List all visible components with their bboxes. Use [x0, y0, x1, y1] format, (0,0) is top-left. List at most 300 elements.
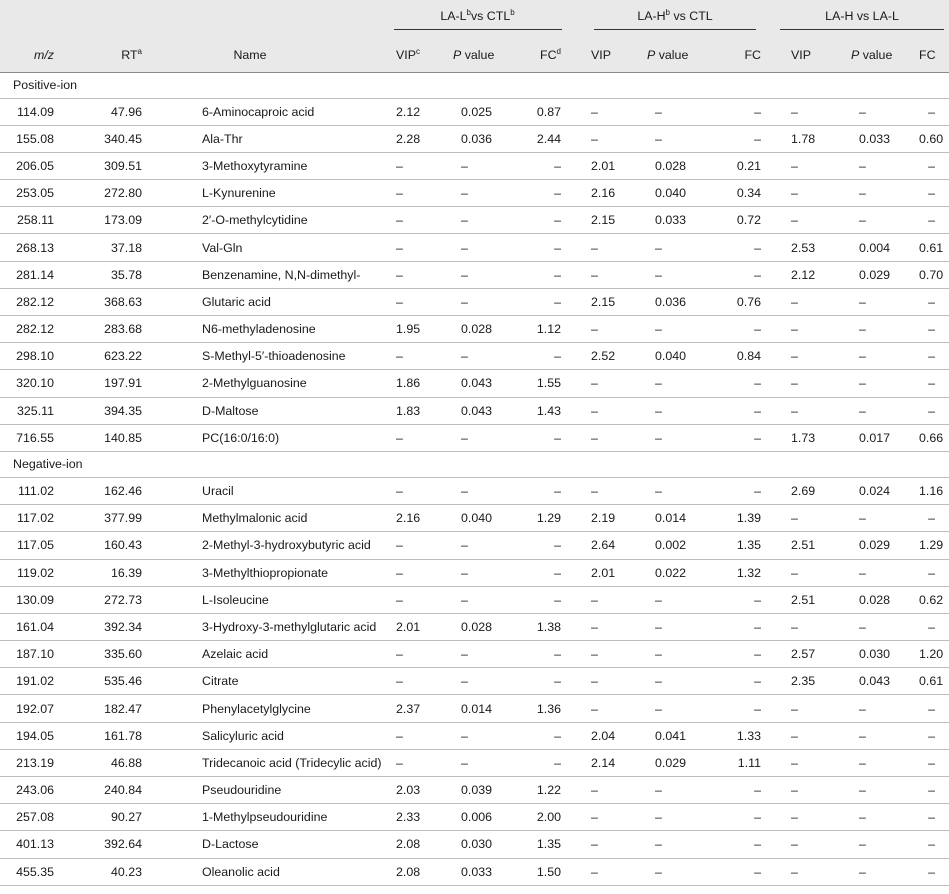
cell-name: Oleanolic acid — [150, 858, 380, 885]
cell-mz: 194.05 — [0, 722, 66, 749]
cell-name: PC(16:0/16:0) — [150, 424, 380, 451]
cell-fc: 0.66 — [919, 424, 949, 451]
cell-vip: – — [775, 288, 839, 315]
col-mz: m/z — [0, 38, 66, 72]
cell-p-value: – — [839, 180, 919, 207]
table-row — [0, 424, 949, 451]
cell-mz: 282.12 — [0, 288, 66, 315]
cell-name: Citrate — [150, 668, 380, 695]
cell-fc: – — [919, 370, 949, 397]
cell-name: 1-Methylpseudouridine — [150, 804, 380, 831]
cell-fc: 1.22 — [517, 777, 575, 804]
cell-p-value: – — [441, 641, 517, 668]
cell-fc: 1.36 — [517, 695, 575, 722]
cell-name: 3-Hydroxy-3-methylglutaric acid — [150, 613, 380, 640]
cell-fc: – — [517, 288, 575, 315]
cell-fc: – — [517, 343, 575, 370]
cell-mz: 281.14 — [0, 261, 66, 288]
col-vip-3: VIP — [775, 38, 839, 72]
cell-vip: – — [380, 641, 441, 668]
cell-vip: – — [575, 370, 635, 397]
group-header-la-h-vs-la-l: LA-H vs LA-L — [775, 0, 949, 38]
cell-fc: – — [713, 858, 775, 885]
cell-p-value: 0.004 — [839, 234, 919, 261]
cell-vip: – — [380, 234, 441, 261]
cell-vip: – — [575, 397, 635, 424]
cell-name: Methylmalonic acid — [150, 505, 380, 532]
cell-p-value: 0.043 — [441, 397, 517, 424]
cell-p-value: – — [635, 804, 713, 831]
cell-p-value: – — [839, 695, 919, 722]
cell-p-value: – — [635, 261, 713, 288]
cell-fc: 1.16 — [919, 477, 949, 504]
cell-p-value: 0.036 — [635, 288, 713, 315]
cell-mz: 716.55 — [0, 424, 66, 451]
cell-fc: – — [713, 125, 775, 152]
cell-mz: 257.08 — [0, 804, 66, 831]
cell-fc: 0.61 — [919, 234, 949, 261]
cell-p-value: – — [839, 559, 919, 586]
cell-name: Val-Gln — [150, 234, 380, 261]
cell-fc: – — [517, 722, 575, 749]
cell-fc: 1.39 — [713, 505, 775, 532]
cell-p-value: – — [635, 234, 713, 261]
cell-rt: 392.34 — [66, 613, 150, 640]
cell-name: 2-Methyl-3-hydroxybutyric acid — [150, 532, 380, 559]
cell-fc: 1.12 — [517, 316, 575, 343]
section-header-row — [0, 72, 949, 98]
cell-name: 2′-O-methylcytidine — [150, 207, 380, 234]
cell-vip: – — [575, 125, 635, 152]
cell-fc: – — [919, 749, 949, 776]
cell-vip: – — [775, 316, 839, 343]
cell-p-value: – — [441, 586, 517, 613]
cell-p-value: – — [839, 804, 919, 831]
cell-fc: – — [713, 397, 775, 424]
cell-fc: – — [919, 722, 949, 749]
cell-name: 6-Aminocaproic acid — [150, 98, 380, 125]
cell-fc: – — [919, 858, 949, 885]
cell-fc: 0.70 — [919, 261, 949, 288]
cell-p-value: – — [839, 613, 919, 640]
cell-fc: – — [713, 831, 775, 858]
cell-p-value: 0.002 — [635, 532, 713, 559]
table-row — [0, 234, 949, 261]
cell-mz: 320.10 — [0, 370, 66, 397]
cell-p-value: 0.006 — [441, 804, 517, 831]
cell-mz: 325.11 — [0, 397, 66, 424]
cell-fc: – — [713, 804, 775, 831]
cell-mz: 119.02 — [0, 559, 66, 586]
cell-name: Azelaic acid — [150, 641, 380, 668]
cell-vip: – — [575, 613, 635, 640]
cell-fc: 1.38 — [517, 613, 575, 640]
cell-rt: 162.46 — [66, 477, 150, 504]
col-fc-2: FC — [713, 38, 775, 72]
cell-rt: 35.78 — [66, 261, 150, 288]
table-row — [0, 777, 949, 804]
cell-vip: – — [575, 261, 635, 288]
cell-p-value: 0.014 — [635, 505, 713, 532]
cell-name: N6-methyladenosine — [150, 316, 380, 343]
cell-rt: 182.47 — [66, 695, 150, 722]
cell-name: Tridecanoic acid (Tridecylic acid) — [150, 749, 380, 776]
cell-vip: 2.51 — [775, 532, 839, 559]
cell-p-value: 0.030 — [839, 641, 919, 668]
cell-name: L-Isoleucine — [150, 586, 380, 613]
cell-vip: – — [775, 397, 839, 424]
cell-vip: – — [575, 424, 635, 451]
col-vip-2: VIP — [575, 38, 635, 72]
column-header-row — [0, 38, 949, 72]
cell-p-value: 0.022 — [635, 559, 713, 586]
cell-vip: 2.33 — [380, 804, 441, 831]
cell-p-value: – — [441, 477, 517, 504]
cell-p-value: – — [839, 777, 919, 804]
cell-name: Benzenamine, N,N-dimethyl- — [150, 261, 380, 288]
cell-fc: – — [919, 831, 949, 858]
cell-fc: – — [517, 749, 575, 776]
cell-name: L-Kynurenine — [150, 180, 380, 207]
cell-mz: 114.09 — [0, 98, 66, 125]
group-header-la-l-vs-ctl: $LA-L^bvs$ CTL$^b$ — [380, 0, 575, 38]
cell-p-value: – — [635, 777, 713, 804]
table-row — [0, 831, 949, 858]
table-row — [0, 613, 949, 640]
col-name: Name — [150, 38, 380, 72]
cell-mz: 206.05 — [0, 152, 66, 179]
cell-mz: 401.13 — [0, 831, 66, 858]
cell-name: 3-Methoxytyramine — [150, 152, 380, 179]
cell-mz: 243.06 — [0, 777, 66, 804]
cell-fc: – — [713, 316, 775, 343]
table-row — [0, 98, 949, 125]
cell-name: Pseudouridine — [150, 777, 380, 804]
cell-p-value: 0.025 — [441, 98, 517, 125]
cell-vip: – — [575, 477, 635, 504]
cell-rt: 623.22 — [66, 343, 150, 370]
cell-vip: – — [775, 804, 839, 831]
cell-fc: – — [919, 180, 949, 207]
cell-fc: – — [517, 152, 575, 179]
cell-vip: – — [575, 777, 635, 804]
cell-vip: 2.08 — [380, 831, 441, 858]
cell-rt: 392.64 — [66, 831, 150, 858]
cell-vip: – — [380, 559, 441, 586]
cell-fc: 0.62 — [919, 586, 949, 613]
cell-vip: – — [380, 532, 441, 559]
cell-fc: – — [919, 613, 949, 640]
cell-p-value: – — [839, 397, 919, 424]
cell-vip: 2.01 — [380, 613, 441, 640]
cell-p-value: 0.033 — [839, 125, 919, 152]
cell-fc: – — [517, 261, 575, 288]
cell-p-value: – — [441, 424, 517, 451]
cell-rt: 535.46 — [66, 668, 150, 695]
cell-fc: – — [713, 234, 775, 261]
table-body — [0, 72, 949, 885]
cell-p-value: 0.040 — [635, 180, 713, 207]
cell-fc: – — [517, 559, 575, 586]
cell-vip: 1.95 — [380, 316, 441, 343]
cell-rt: 160.43 — [66, 532, 150, 559]
cell-p-value: 0.029 — [635, 749, 713, 776]
cell-fc: 1.55 — [517, 370, 575, 397]
cell-vip: – — [380, 152, 441, 179]
table-row — [0, 261, 949, 288]
cell-fc: – — [919, 152, 949, 179]
cell-vip: – — [775, 180, 839, 207]
cell-vip: – — [775, 695, 839, 722]
table-row — [0, 397, 949, 424]
cell-fc: – — [517, 234, 575, 261]
cell-fc: – — [713, 261, 775, 288]
cell-p-value: 0.036 — [441, 125, 517, 152]
cell-name: D-Lactose — [150, 831, 380, 858]
cell-vip: – — [775, 831, 839, 858]
cell-vip: 2.01 — [575, 559, 635, 586]
cell-p-value: – — [635, 613, 713, 640]
cell-p-value: – — [441, 207, 517, 234]
cell-p-value: 0.039 — [441, 777, 517, 804]
cell-fc: 0.76 — [713, 288, 775, 315]
cell-p-value: – — [635, 668, 713, 695]
section-header-row — [0, 451, 949, 477]
cell-fc: – — [919, 207, 949, 234]
cell-fc: – — [517, 207, 575, 234]
cell-p-value: 0.029 — [839, 532, 919, 559]
cell-fc: – — [919, 316, 949, 343]
cell-p-value: – — [441, 559, 517, 586]
cell-vip: 2.35 — [775, 668, 839, 695]
cell-p-value: 0.024 — [839, 477, 919, 504]
cell-name: Ala-Thr — [150, 125, 380, 152]
cell-fc: – — [713, 424, 775, 451]
cell-p-value: – — [839, 207, 919, 234]
cell-p-value: 0.041 — [635, 722, 713, 749]
cell-vip: 2.19 — [575, 505, 635, 532]
cell-vip: – — [380, 749, 441, 776]
cell-rt: 335.60 — [66, 641, 150, 668]
cell-vip: 1.86 — [380, 370, 441, 397]
cell-vip: – — [775, 613, 839, 640]
cell-name: 3-Methylthiopropionate — [150, 559, 380, 586]
cell-fc: – — [517, 532, 575, 559]
cell-vip: – — [775, 152, 839, 179]
cell-p-value: – — [441, 288, 517, 315]
cell-fc: – — [919, 777, 949, 804]
cell-vip: – — [380, 288, 441, 315]
table-row — [0, 722, 949, 749]
cell-vip: – — [575, 804, 635, 831]
cell-p-value: – — [441, 532, 517, 559]
cell-p-value: – — [635, 125, 713, 152]
cell-vip: – — [575, 98, 635, 125]
table-row — [0, 804, 949, 831]
cell-rt: 283.68 — [66, 316, 150, 343]
cell-fc: 1.32 — [713, 559, 775, 586]
cell-p-value: – — [635, 641, 713, 668]
table-row — [0, 152, 949, 179]
cell-fc: – — [713, 613, 775, 640]
cell-fc: 0.34 — [713, 180, 775, 207]
cell-fc: – — [713, 370, 775, 397]
cell-vip: 2.04 — [575, 722, 635, 749]
cell-vip: – — [575, 316, 635, 343]
cell-rt: 37.18 — [66, 234, 150, 261]
cell-name: D-Maltose — [150, 397, 380, 424]
group-header-row — [0, 0, 949, 38]
cell-fc: – — [713, 641, 775, 668]
cell-vip: – — [775, 505, 839, 532]
cell-mz: 117.02 — [0, 505, 66, 532]
cell-fc: 1.20 — [919, 641, 949, 668]
cell-name: Glutaric acid — [150, 288, 380, 315]
cell-mz: 282.12 — [0, 316, 66, 343]
cell-vip: 2.12 — [775, 261, 839, 288]
cell-vip: – — [575, 858, 635, 885]
col-vip-1: VIP$^c$ — [380, 38, 441, 72]
cell-rt: 90.27 — [66, 804, 150, 831]
cell-vip: 2.64 — [575, 532, 635, 559]
cell-p-value: – — [635, 695, 713, 722]
cell-rt: 272.73 — [66, 586, 150, 613]
cell-vip: – — [775, 343, 839, 370]
cell-vip: – — [380, 424, 441, 451]
cell-fc: – — [919, 397, 949, 424]
cell-fc: – — [919, 288, 949, 315]
cell-rt: 140.85 — [66, 424, 150, 451]
cell-rt: 394.35 — [66, 397, 150, 424]
cell-mz: 298.10 — [0, 343, 66, 370]
cell-vip: 1.83 — [380, 397, 441, 424]
cell-p-value: 0.040 — [441, 505, 517, 532]
cell-rt: 16.39 — [66, 559, 150, 586]
cell-vip: – — [380, 722, 441, 749]
cell-fc: 1.11 — [713, 749, 775, 776]
cell-vip: 2.57 — [775, 641, 839, 668]
table-row — [0, 641, 949, 668]
cell-fc: – — [919, 804, 949, 831]
cell-fc: 0.87 — [517, 98, 575, 125]
table-row — [0, 316, 949, 343]
cell-p-value: – — [839, 370, 919, 397]
cell-fc: 0.72 — [713, 207, 775, 234]
cell-fc: – — [517, 641, 575, 668]
cell-p-value: – — [441, 180, 517, 207]
cell-p-value: 0.043 — [839, 668, 919, 695]
cell-mz: 155.08 — [0, 125, 66, 152]
group-header-la-h-vs-ctl: $LA-H^b$ vs CTL — [575, 0, 775, 38]
cell-rt: 309.51 — [66, 152, 150, 179]
cell-vip: 2.15 — [575, 207, 635, 234]
cell-p-value: 0.040 — [635, 343, 713, 370]
cell-fc: – — [517, 668, 575, 695]
cell-p-value: 0.030 — [441, 831, 517, 858]
cell-vip: – — [775, 858, 839, 885]
cell-vip: – — [775, 207, 839, 234]
cell-vip: 2.01 — [575, 152, 635, 179]
cell-fc: – — [919, 695, 949, 722]
cell-vip: – — [775, 370, 839, 397]
table-row — [0, 180, 949, 207]
table-row — [0, 343, 949, 370]
cell-vip: – — [775, 98, 839, 125]
col-p-1: P value — [441, 38, 517, 72]
cell-vip: – — [380, 343, 441, 370]
cell-rt: 173.09 — [66, 207, 150, 234]
cell-vip: – — [775, 722, 839, 749]
cell-rt: 161.78 — [66, 722, 150, 749]
col-rt: $RT^a$ — [66, 38, 150, 72]
cell-vip: 2.03 — [380, 777, 441, 804]
cell-p-value: 0.028 — [441, 613, 517, 640]
cell-mz: 117.05 — [0, 532, 66, 559]
cell-rt: 197.91 — [66, 370, 150, 397]
col-p-2: P value — [635, 38, 713, 72]
cell-name: Uracil — [150, 477, 380, 504]
table-row — [0, 559, 949, 586]
cell-name: Salicyluric acid — [150, 722, 380, 749]
cell-fc: – — [713, 98, 775, 125]
cell-p-value: – — [441, 668, 517, 695]
cell-vip: – — [575, 641, 635, 668]
cell-fc: 2.44 — [517, 125, 575, 152]
cell-fc: – — [517, 180, 575, 207]
cell-p-value: – — [441, 749, 517, 776]
cell-fc: – — [713, 695, 775, 722]
cell-vip: – — [775, 749, 839, 776]
cell-fc: 1.29 — [517, 505, 575, 532]
cell-p-value: 0.014 — [441, 695, 517, 722]
table-row — [0, 477, 949, 504]
cell-mz: 130.09 — [0, 586, 66, 613]
cell-p-value: – — [635, 424, 713, 451]
cell-p-value: – — [839, 722, 919, 749]
cell-p-value: – — [441, 261, 517, 288]
cell-vip: 2.37 — [380, 695, 441, 722]
cell-p-value: 0.017 — [839, 424, 919, 451]
cell-rt: 377.99 — [66, 505, 150, 532]
col-p-3: P value — [839, 38, 919, 72]
cell-vip: – — [380, 261, 441, 288]
cell-fc: 1.33 — [713, 722, 775, 749]
cell-vip: – — [575, 831, 635, 858]
cell-fc: 1.35 — [517, 831, 575, 858]
cell-vip: – — [380, 586, 441, 613]
cell-p-value: 0.028 — [635, 152, 713, 179]
cell-fc: – — [919, 98, 949, 125]
cell-name: 2-Methylguanosine — [150, 370, 380, 397]
cell-vip: 2.69 — [775, 477, 839, 504]
cell-mz: 111.02 — [0, 477, 66, 504]
cell-vip: – — [380, 668, 441, 695]
cell-p-value: – — [635, 858, 713, 885]
cell-fc: – — [517, 586, 575, 613]
cell-fc: – — [919, 559, 949, 586]
cell-vip: 1.78 — [775, 125, 839, 152]
cell-fc: 1.29 — [919, 532, 949, 559]
cell-p-value: – — [839, 288, 919, 315]
cell-p-value: – — [839, 831, 919, 858]
cell-vip: 2.16 — [380, 505, 441, 532]
col-fc-3: FC — [919, 38, 949, 72]
cell-p-value: 0.028 — [839, 586, 919, 613]
cell-p-value: – — [635, 370, 713, 397]
cell-p-value: 0.028 — [441, 316, 517, 343]
cell-fc: 2.00 — [517, 804, 575, 831]
table-row — [0, 288, 949, 315]
